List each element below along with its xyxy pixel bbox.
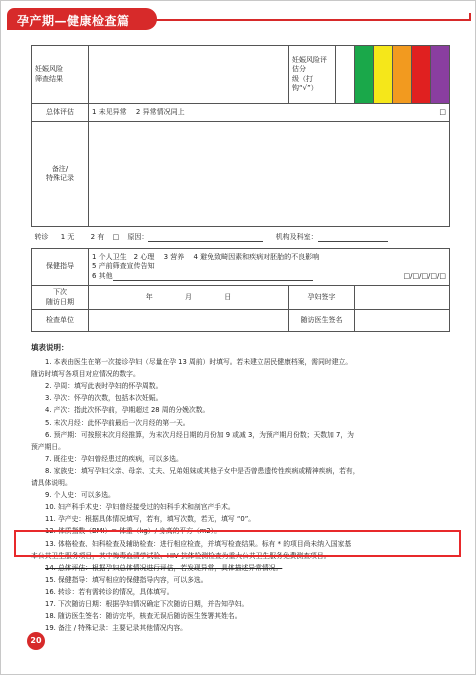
guidance-label: 保健指导 [32,249,89,286]
instruction-line: 预产期日。 [31,442,65,451]
instruction-line: 8. 家族史：填写孕妇父亲、母亲、丈夫、兄弟姐妹或其他子女中是否曾患遗传性疾病或精神疾病，若有， [45,466,360,475]
unit-row [32,310,450,332]
followup-date[interactable] [89,286,289,310]
day-label: 日 [224,292,232,301]
risk-swatch-orange[interactable] [393,46,412,104]
guidance-cell [89,249,450,286]
instruction-line: 请具体说明。 [31,479,72,488]
doctor-label: 随访医生签名 [289,310,355,332]
referral-checkbox[interactable]: □ [112,232,120,241]
unit-field[interactable] [89,310,289,332]
instruction-line: 9. 个人史：可以多选。 [45,491,115,500]
overall-label: 总体评估 [32,104,89,122]
followup-row [32,286,450,310]
month-label: 月 [185,292,192,301]
overall-options: 1 未见异常 2 异常情况同上 [92,107,185,116]
instruction-line: 4. 产次：指此次怀孕前，孕期超过 28 周的分娩次数。 [45,406,210,415]
instruction-line: 11. 孕产史：根据具体情况填写，若有，填写次数，若无，填写 “0”。 [45,515,256,524]
header-rule [151,19,471,21]
instruction-line: 3. 孕次：怀孕的次数，包括本次妊娠。 [45,394,163,403]
reason-field[interactable] [148,234,263,242]
page-number: 20 [27,632,45,650]
referral-cell [32,227,450,249]
referral-yes-option[interactable]: 2 有 [90,232,105,241]
instruction-line: 随访时填写各项目对应情况的数字。 [31,370,140,379]
institution-label: 机构及科室： [275,232,318,241]
risk-screen-label: 妊娠风险 筛查结果 [32,46,89,104]
guidance-line-1: 1 个人卫生 2 心理 3 营养 4 避免致畸因素和疾病对胚胎的不良影响 [92,252,320,261]
instruction-line: 17. 下次随访日期：根据孕妇情况确定下次随访日期，并告知孕妇。 [45,599,249,608]
highlight-annotation-box [14,530,461,557]
instruction-line: 19. 备注 / 特殊记录：主要记录其他情况内容。 [45,624,187,633]
health-check-form [31,45,450,332]
instruction-line: 2. 孕周：填写此表时孕妇的怀孕周数。 [45,382,163,391]
risk-swatch-green[interactable] [355,46,374,104]
doctor-field[interactable] [355,310,450,332]
referral-label: 转诊 [34,232,49,241]
guidance-row [32,249,450,286]
instruction-line: 16. 转诊：若有需转诊的情况，具体填写。 [45,587,174,596]
instruction-line-highlighted: 13. 体格检查、妇科检查及辅助检查：进行相应检查，并填写检查结果。标有 * 的项目尚未纳入国家基 [45,539,352,548]
instruction-line: 10. 妇产科手术史：孕妇曾经接受过的妇科手术和剖宫产手术。 [45,503,235,512]
risk-row [32,46,450,104]
instructions [31,342,453,634]
risk-swatch-white[interactable] [336,46,355,104]
guidance-line-3-wrap [92,272,446,281]
guidance-other-field[interactable] [113,273,313,281]
instruction-line: 1. 本表由医生在第一次接诊孕妇（尽量在孕 13 周前）时填写。若未建立居民健康档案，需同时建立。 [45,358,353,367]
unit-label: 检查单位 [32,310,89,332]
risk-swatch-yellow[interactable] [374,46,393,104]
overall-row [32,104,450,122]
guidance-line-2: 5 产前筛查宣传告知 [92,262,155,271]
overall-checkbox[interactable]: □ [439,107,447,116]
followup-label: 下次 随访日期 [32,286,89,310]
risk-swatch-purple[interactable] [431,46,450,104]
reason-label: 原因： [127,232,149,241]
instruction-line: 6. 预产期：可按照末次月经推算，为末次月经日期的月份加 9 或减 3，为预产期月份数；天数加 7，为 [45,430,354,439]
notes-value[interactable] [89,122,450,227]
risk-screen-value[interactable] [89,46,289,104]
institution-field[interactable] [318,234,388,242]
header-title: 孕产期—健康检查篇 [17,14,130,28]
header-rule-end [469,13,471,21]
referral-no-option[interactable]: 1 无 [60,232,75,241]
referral-row [32,227,450,249]
header-tab [7,8,157,30]
overall-cell [89,104,450,122]
instruction-line: 18. 随访医生签名：随访完毕，核查无误后随访医生签署其姓名。 [45,612,242,621]
instruction-line: 14. 总体评估：根据孕妇总体情况进行评估，若发现异常，具体描述异常情况。 [45,563,283,572]
instruction-line: 7. 既往史：孕妇曾经患过的疾病，可以多选。 [45,454,183,463]
instruction-line: 15. 保健指导：填写相应的保健指导内容，可以多选。 [45,575,208,584]
notes-row [32,122,450,227]
signature-label: 孕妇签字 [289,286,355,310]
signature-field[interactable] [355,286,450,310]
instruction-line-highlighted: 本公共卫生服务项目，其中梅毒血清学试验、HIV 抗体检测检查为重大公共卫生服务免费测查项目。 [31,551,331,560]
instruction-line: 12. 体质指数（BMI）= 体重（kg）/ 身高的平方（m2）。 [45,527,221,536]
risk-swatch-red[interactable] [412,46,431,104]
instruction-line: 5. 末次月经：此怀孕前最后一次月经的第一天。 [45,418,190,427]
instructions-title: 填表说明： [31,343,69,352]
year-label: 年 [145,292,153,301]
guidance-checkboxes[interactable]: □/□/□/□/□ [403,271,447,280]
risk-level-label: 妊娠风险评估分 级（打钩“√”） [289,46,336,104]
notes-label: 备注/ 特殊记录 [32,122,89,227]
guidance-line-3: 6 其他 [92,271,113,280]
